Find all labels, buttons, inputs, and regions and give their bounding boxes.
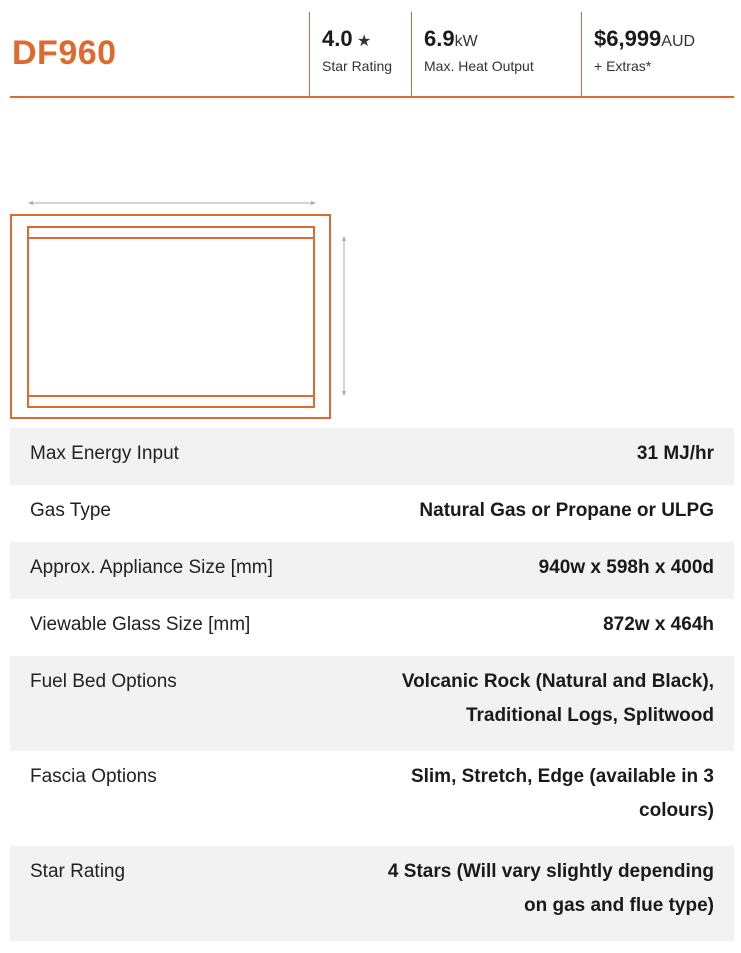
spec-row-fascia (10, 751, 734, 846)
price-value: $6,999 (594, 26, 662, 51)
price-stat (581, 12, 734, 96)
spec-label: Approx. Appliance Size [mm] (30, 557, 273, 578)
spec-value: 872w x 464h (603, 614, 714, 635)
fireplace-dimension-diagram (10, 190, 370, 422)
spec-label: Fuel Bed Options (30, 671, 177, 692)
spec-label: Star Rating (30, 861, 126, 882)
spec-value: Volcanic Rock (Natural and Black), Traditional Logs, Splitwood (401, 671, 714, 726)
product-header (10, 12, 734, 98)
height-dimension-line (342, 236, 346, 396)
spec-row-appliance-size (10, 542, 734, 599)
spec-label: Max Energy Input (30, 443, 179, 464)
spec-table (10, 428, 734, 941)
heat-output-unit: kW (454, 33, 478, 50)
star-rating-label: Star Rating (322, 58, 393, 74)
star-rating-value: 4.0 (322, 26, 353, 51)
spec-row-gas-type (10, 485, 734, 542)
spec-value: 940w x 598h x 400d (538, 557, 714, 578)
spec-label: Viewable Glass Size [mm] (30, 614, 251, 635)
spec-value: 4 Stars (Will vary slightly depending on gas and flue type) (387, 861, 714, 916)
spec-row-fuel-bed (10, 656, 734, 751)
heat-output-value: 6.9 (424, 26, 455, 51)
firebox-outline (28, 227, 314, 407)
spec-value: 31 MJ/hr (636, 443, 714, 464)
spec-label: Fascia Options (30, 766, 157, 787)
spec-row-glass-size (10, 599, 734, 656)
price-extras-label: + Extras* (594, 58, 652, 74)
spec-value: Slim, Stretch, Edge (available in 3 colours) (410, 766, 714, 821)
star-icon: ★ (357, 33, 372, 50)
heat-output-stat (411, 12, 581, 96)
spec-value: Natural Gas or Propane or ULPG (419, 500, 714, 521)
width-dimension-line (28, 201, 316, 205)
spec-label: Gas Type (30, 500, 111, 521)
model-name: DF960 (12, 34, 117, 72)
fascia-outline (11, 215, 330, 418)
spec-row-star-rating (10, 846, 734, 941)
star-rating-stat (309, 12, 411, 96)
heat-output-label: Max. Heat Output (424, 58, 534, 74)
price-unit: AUD (661, 33, 696, 50)
spec-row-energy-input (10, 428, 734, 485)
